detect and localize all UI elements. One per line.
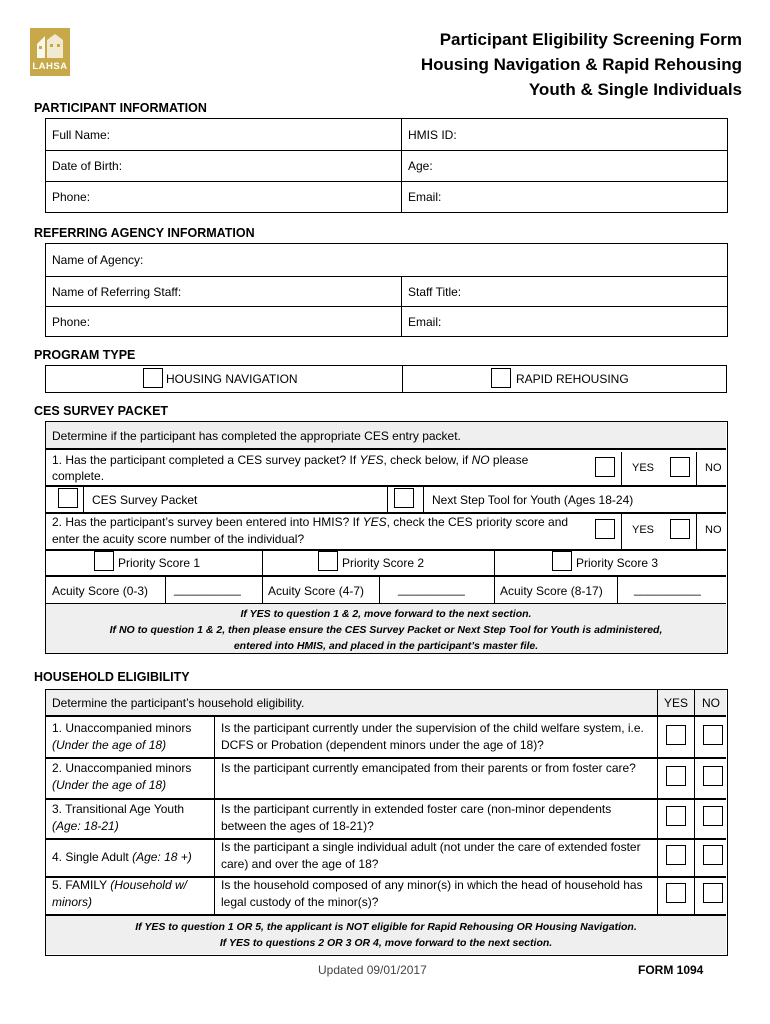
household-row-1-question: Is the participant currently under the supervision of the child welfare system, i.e. DCFS or Probation (dependent minors under the age of 18)? [221, 721, 644, 752]
q1-no-checkbox[interactable] [670, 457, 690, 477]
updated-date: Updated 09/01/2017 [318, 963, 427, 977]
household-row-1-yes-checkbox[interactable] [666, 725, 686, 745]
housing-navigation-label: HOUSING NAVIGATION [166, 372, 298, 386]
q2-yes-label: YES [632, 524, 655, 536]
household-note-line-2: If YES to questions 2 OR 3 OR 4, move forward to the next section. [219, 937, 553, 949]
dob-field[interactable]: Date of Birth: [46, 151, 402, 182]
household-row-3-question: Is the participant currently in extended foster care (non-minor dependents between the ages of 18-21)? [221, 802, 612, 833]
household-row-5-yes-checkbox[interactable] [666, 883, 686, 903]
priority-score-1-label: Priority Score 1 [118, 556, 201, 570]
agency-name-field[interactable]: Name of Agency: [46, 244, 728, 277]
household-eligibility-box [45, 689, 728, 956]
acuity-score-2-input[interactable]: __________ [398, 582, 465, 596]
acuity-score-3-label: Acuity Score (8-17) [500, 584, 603, 598]
agency-section-heading: REFERRING AGENCY INFORMATION [34, 226, 255, 240]
ces-note [46, 604, 726, 653]
priority-score-2-checkbox[interactable] [318, 551, 338, 571]
acuity-score-1-label: Acuity Score (0-3) [52, 584, 149, 598]
household-row-5-no-checkbox[interactable] [703, 883, 723, 903]
priority-score-3-label: Priority Score 3 [576, 556, 659, 570]
referring-staff-field[interactable]: Name of Referring Staff: [46, 277, 402, 307]
household-intro: Determine the participant’s household eligibility. [52, 696, 305, 710]
ces-question-2: 2. Has the participant’s survey been entered into HMIS? If YES, check the CES priority score and enter the acuity score number of the individual? [52, 515, 569, 546]
title-line-2: Housing Navigation & Rapid Rehousing [420, 55, 742, 74]
household-row-1-no-checkbox[interactable] [703, 725, 723, 745]
household-row-2-label: 2. Unaccompanied minors (Under the age of 18) [52, 761, 192, 792]
ces-survey-box [45, 421, 728, 654]
logo-text: LAHSA [32, 61, 68, 72]
ces-note-line-3: entered into HMIS, and placed in the participant’s master file. [233, 640, 539, 652]
q2-no-label: NO [705, 524, 722, 536]
staff-title-field[interactable]: Staff Title: [402, 277, 728, 307]
priority-score-2-label: Priority Score 2 [342, 556, 425, 570]
hmis-id-field[interactable]: HMIS ID: [402, 119, 728, 151]
form-title [421, 27, 742, 102]
next-step-tool-checkbox[interactable] [394, 488, 414, 508]
ces-survey-packet-checkbox[interactable] [58, 488, 78, 508]
participant-section-heading: PARTICIPANT INFORMATION [34, 101, 207, 115]
household-row-3-label: 3. Transitional Age Youth (Age: 18-21) [52, 802, 185, 833]
household-row-2-no-checkbox[interactable] [703, 766, 723, 786]
form-number: FORM 1094 [638, 963, 704, 977]
household-note [46, 916, 726, 954]
household-row-4-no-checkbox[interactable] [703, 845, 723, 865]
acuity-score-2-label: Acuity Score (4-7) [268, 584, 365, 598]
household-row-3-no-checkbox[interactable] [703, 806, 723, 826]
agency-phone-field[interactable]: Phone: [46, 307, 402, 337]
household-row-4-yes-checkbox[interactable] [666, 845, 686, 865]
household-yes-header: YES [664, 696, 689, 710]
acuity-score-3-input[interactable]: __________ [634, 582, 701, 596]
housing-navigation-checkbox[interactable] [143, 368, 163, 388]
household-row-1-label: 1. Unaccompanied minors (Under the age of 18) [52, 721, 192, 752]
household-section-heading: HOUSEHOLD ELIGIBILITY [34, 670, 190, 684]
household-no-header: NO [702, 696, 720, 710]
q2-no-checkbox[interactable] [670, 519, 690, 539]
q1-no-label: NO [705, 462, 722, 474]
q1-yes-checkbox[interactable] [595, 457, 615, 477]
ces-note-line-2: If NO to question 1 & 2, then please ensure the CES Survey Packet or Next Step Tool for Youth is administered, [109, 624, 663, 636]
household-row-5-question: Is the household composed of any minor(s) in which the head of household has legal custody of the minor(s)? [221, 878, 643, 909]
ces-survey-packet-label: CES Survey Packet [92, 493, 198, 507]
program-section-heading: PROGRAM TYPE [34, 348, 136, 362]
acuity-score-1-input[interactable]: __________ [174, 582, 241, 596]
agency-email-field[interactable]: Email: [402, 307, 728, 337]
household-note-line-1: If YES to question 1 OR 5, the applicant is NOT eligible for Rapid Rehousing OR Housing Navigation. [135, 921, 637, 933]
lahsa-logo [30, 28, 70, 76]
next-step-tool-label: Next Step Tool for Youth (Ages 18-24) [432, 493, 634, 507]
participant-email-field[interactable]: Email: [402, 182, 728, 213]
q1-yes-label: YES [632, 462, 655, 474]
priority-score-3-checkbox[interactable] [552, 551, 572, 571]
rapid-rehousing-label: RAPID REHOUSING [516, 372, 629, 386]
title-line-3: Youth & Single Individuals [528, 80, 742, 99]
priority-score-1-checkbox[interactable] [94, 551, 114, 571]
title-line-1: Participant Eligibility Screening Form [439, 30, 742, 49]
program-type-box [45, 365, 727, 393]
household-row-4-label: 4. Single Adult (Age: 18 +) [52, 850, 192, 864]
age-field[interactable]: Age: [402, 151, 728, 182]
q2-yes-checkbox[interactable] [595, 519, 615, 539]
household-row-2-yes-checkbox[interactable] [666, 766, 686, 786]
participant-info-table [45, 118, 728, 213]
household-row-2-question: Is the participant currently emancipated from their parents or from foster care? [221, 761, 636, 775]
household-row-3-yes-checkbox[interactable] [666, 806, 686, 826]
ces-section-heading: CES SURVEY PACKET [34, 404, 169, 418]
household-row-4-question: Is the participant a single individual adult (not under the care of extended foster care) and over the age of 18? [221, 840, 641, 871]
agency-info-table [45, 243, 728, 337]
participant-phone-field[interactable]: Phone: [46, 182, 402, 213]
household-row-5-label: 5. FAMILY (Household w/ minors) [52, 878, 187, 909]
full-name-field[interactable]: Full Name: [46, 119, 402, 151]
ces-intro: Determine if the participant has completed the appropriate CES entry packet. [52, 429, 461, 443]
ces-note-line-1: If YES to question 1 & 2, move forward to the next section. [240, 608, 532, 620]
rapid-rehousing-checkbox[interactable] [491, 368, 511, 388]
ces-question-1: 1. Has the participant completed a CES survey packet? If YES, check below, if NO please complete. [52, 453, 529, 483]
